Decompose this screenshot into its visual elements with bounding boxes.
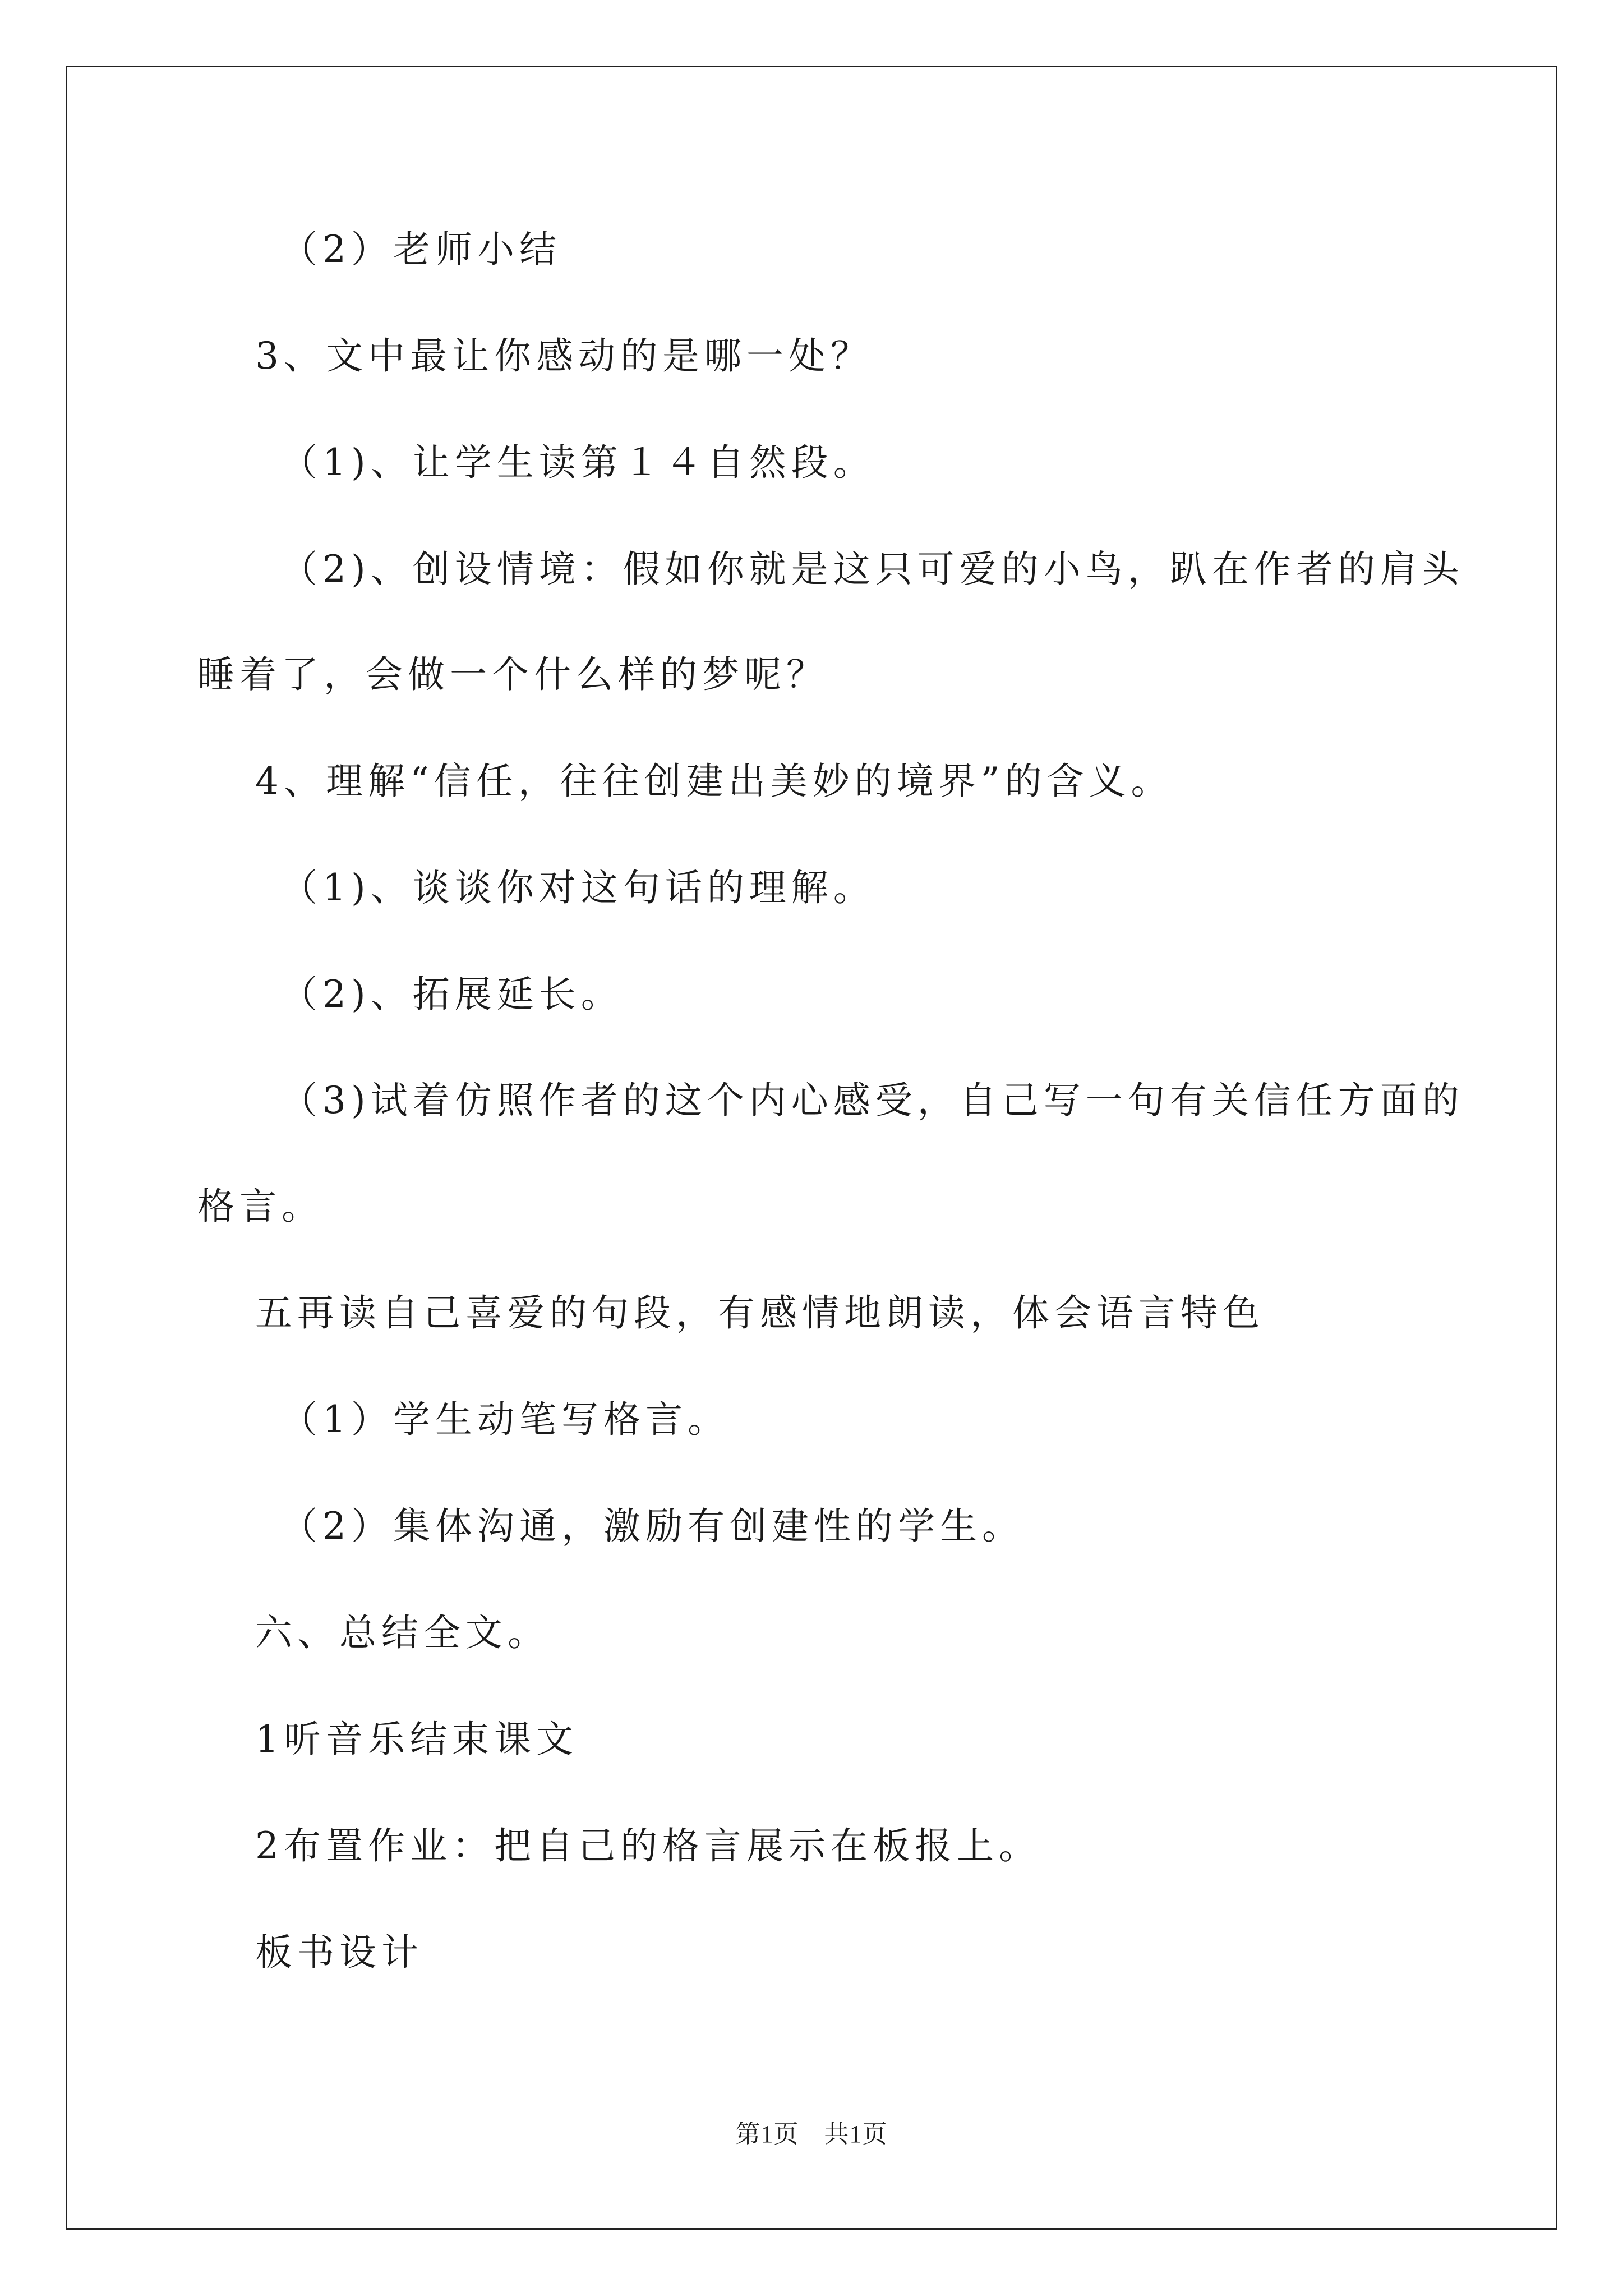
text-line: 4、理解“信任，往往创建出美妙的境界”的含义。 — [255, 760, 1173, 803]
text-line: 睡着了，会做一个什么样的梦呢？ — [197, 653, 828, 696]
text-line: 1听音乐结束课文 — [255, 1718, 578, 1761]
text-line: 六、总结全文。 — [255, 1611, 550, 1654]
text-line: （2)、拓展延长。 — [280, 973, 623, 1016]
text-line: （1)、谈谈你对这句话的理解。 — [280, 866, 875, 909]
text-line: （3)试着仿照作者的这个内心感受，自己写一句有关信任方面的 — [280, 1079, 1464, 1122]
text-line: 五再读自己喜爱的句段，有感情地朗读，体会语言特色 — [255, 1291, 1265, 1335]
text-line: 格言。 — [197, 1185, 324, 1228]
text-line: （2）集体沟通，激励有创建性的学生。 — [280, 1504, 1024, 1548]
text-line: （1）学生动笔写格言。 — [280, 1398, 730, 1441]
text-line: 板书设计 — [255, 1931, 423, 1974]
text-line: 2布置作业：把自己的格言展示在板报上。 — [255, 1824, 1041, 1867]
text-line: （1)、让学生读第１４自然段。 — [280, 441, 875, 484]
text-line: （2)、创设情境：假如你就是这只可爱的小鸟，趴在作者的肩头 — [280, 547, 1464, 591]
text-line: （2）老师小结 — [280, 228, 561, 271]
page-number-footer: 第1页 共1页 — [735, 2120, 888, 2148]
text-line: 3、文中最让你感动的是哪一处？ — [255, 334, 873, 378]
page-border — [66, 66, 1557, 2230]
